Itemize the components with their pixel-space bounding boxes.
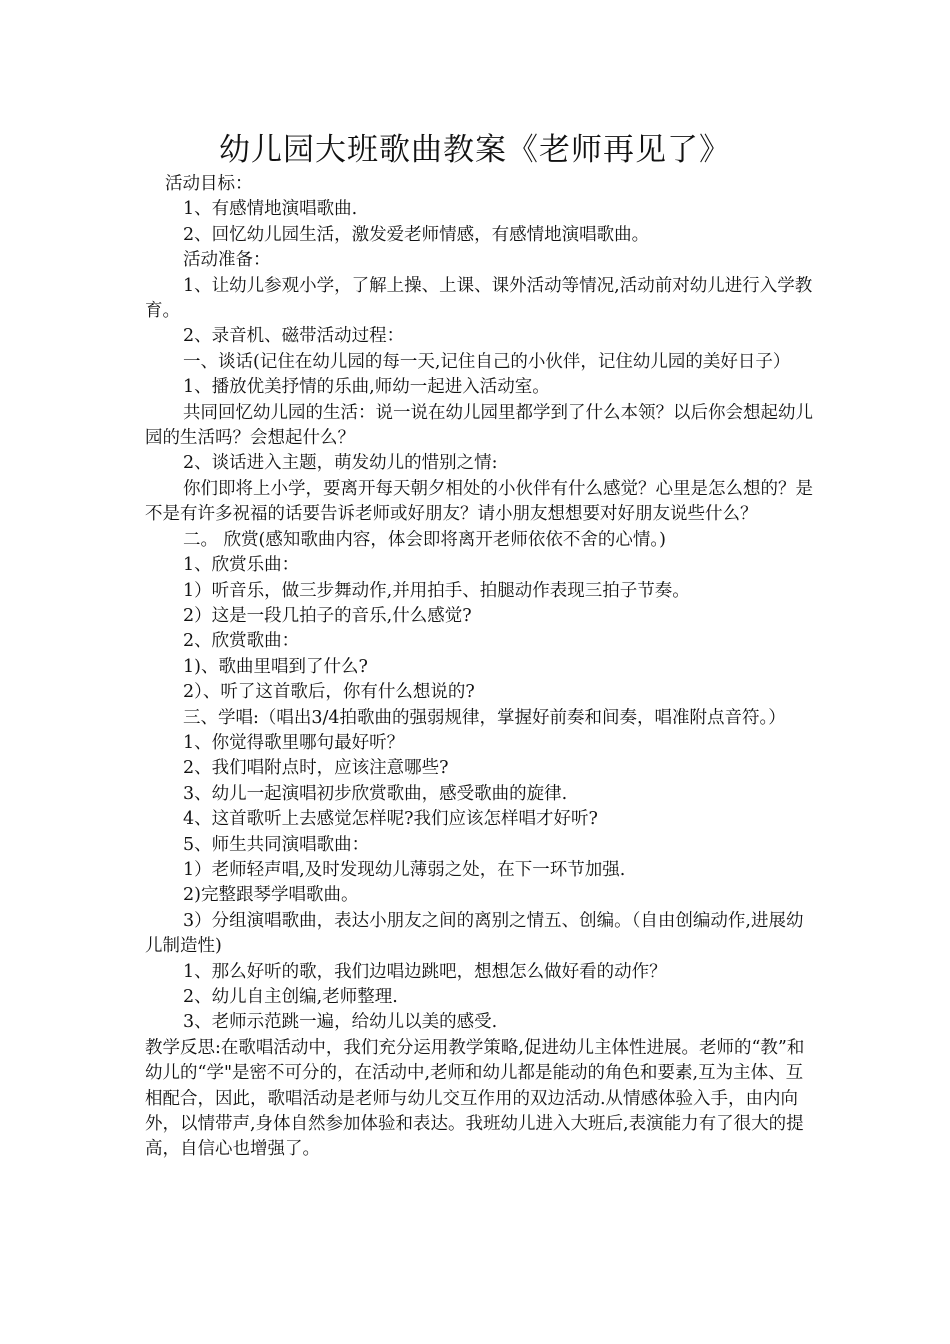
paragraph: 2、幼儿自主创编,老师整理. xyxy=(183,987,398,1007)
paragraph: 2、我们唱附点时，应该注意哪些? xyxy=(183,758,449,779)
paragraph: 1、有感情地演唱歌曲. xyxy=(183,199,358,220)
paragraph: 二。 欣赏(感知歌曲内容，体会即将离开老师依依不舍的心情。) xyxy=(183,529,666,550)
paragraph: 1、欣赏乐曲： xyxy=(183,555,300,576)
paragraph: 3）分组演唱歌曲，表达小朋友之间的离别之情五、创编。（自由创编动作,进展幼儿制造性) xyxy=(145,910,804,957)
paragraph: 1、你觉得歌里哪句最好听？ xyxy=(183,732,405,753)
paragraph: 2）、听了这首歌后，你有什么想说的? xyxy=(183,682,475,703)
paragraph: 2）这是一段几拍子的音乐,什么感觉? xyxy=(183,605,472,626)
paragraph: 2)完整跟琴学唱歌曲。 xyxy=(183,885,359,906)
paragraph: 1、播放优美抒情的乐曲,师幼一起进入活动室。 xyxy=(183,377,550,398)
paragraph: 2、录音机、磁带活动过程： xyxy=(183,326,405,347)
paragraph: 2、欣赏歌曲： xyxy=(183,631,300,652)
paragraph: 三、学唱:（唱出3/4拍歌曲的强弱规律，掌握好前奏和间奏，唱准附点音符。） xyxy=(183,707,786,728)
paragraph: 5、师生共同演唱歌曲： xyxy=(183,834,370,855)
paragraph: 2、谈话进入主题，萌发幼儿的惜别之情: xyxy=(183,453,498,474)
paragraph: 1)、歌曲里唱到了什么? xyxy=(183,656,368,677)
paragraph: 3、老师示范跳一遍，给幼儿以美的感受. xyxy=(183,1012,498,1033)
paragraph: 1、让幼儿参观小学，了解上操、上课、课外活动等情况,活动前对幼儿进行入学教育。 xyxy=(145,275,813,322)
paragraph: 共同回忆幼儿园的生活：说一说在幼儿园里都学到了什么本领？以后你会想起幼儿园的生活吗？会想起什么？ xyxy=(145,402,813,449)
paragraph: 1）老师轻声唱,及时发现幼儿薄弱之处，在下一环节加强. xyxy=(183,859,626,880)
paragraph: 1）听音乐，做三步舞动作,并用拍手、拍腿动作表现三拍子节奏。 xyxy=(183,580,690,601)
paragraph: 4、这首歌听上去感觉怎样呢?我们应该怎样唱才好听? xyxy=(183,809,598,830)
paragraph: 活动目标： xyxy=(165,174,253,194)
document-body xyxy=(145,172,813,1163)
paragraph: 1、那么好听的歌，我们边唱边跳吧，想想怎么做好看的动作？ xyxy=(183,961,667,982)
document-title: 幼儿园大班歌曲教案《老师再见了》 xyxy=(219,132,731,168)
paragraph: 你们即将上小学，要离开每天朝夕相处的小伙伴有什么感觉？心里是怎么想的？是不是有许多祝福的话要告诉老师或好朋友？请小朋友想想要对好朋友说些什么？ xyxy=(145,478,813,525)
paragraph: 活动准备： xyxy=(183,250,271,271)
paragraph: 教学反思:在歌唱活动中，我们充分运用教学策略,促进幼儿主体性进展。老师的“教”和幼儿的“学"是密不可分的，在活动中,老师和幼儿都是能动的角色和要素,互为主体、互相配合，因此，歌唱活动是老师与幼儿交互作用的双边活动.从情感体验入手，由内向外，以情带声,身体自然参加体验和表达。我班幼儿进入大班后,表演能力有了很大的提高，自信心也增强了。 xyxy=(145,1037,805,1160)
paragraph: 3、幼儿一起演唱初步欣赏歌曲，感受歌曲的旋律. xyxy=(183,783,568,804)
paragraph: 一、谈话(记住在幼儿园的每一天,记住自己的小伙伴，记住幼儿园的美好日子） xyxy=(183,351,791,372)
paragraph: 2、回忆幼儿园生活，激发爱老师情感，有感情地演唱歌曲。 xyxy=(183,224,650,245)
